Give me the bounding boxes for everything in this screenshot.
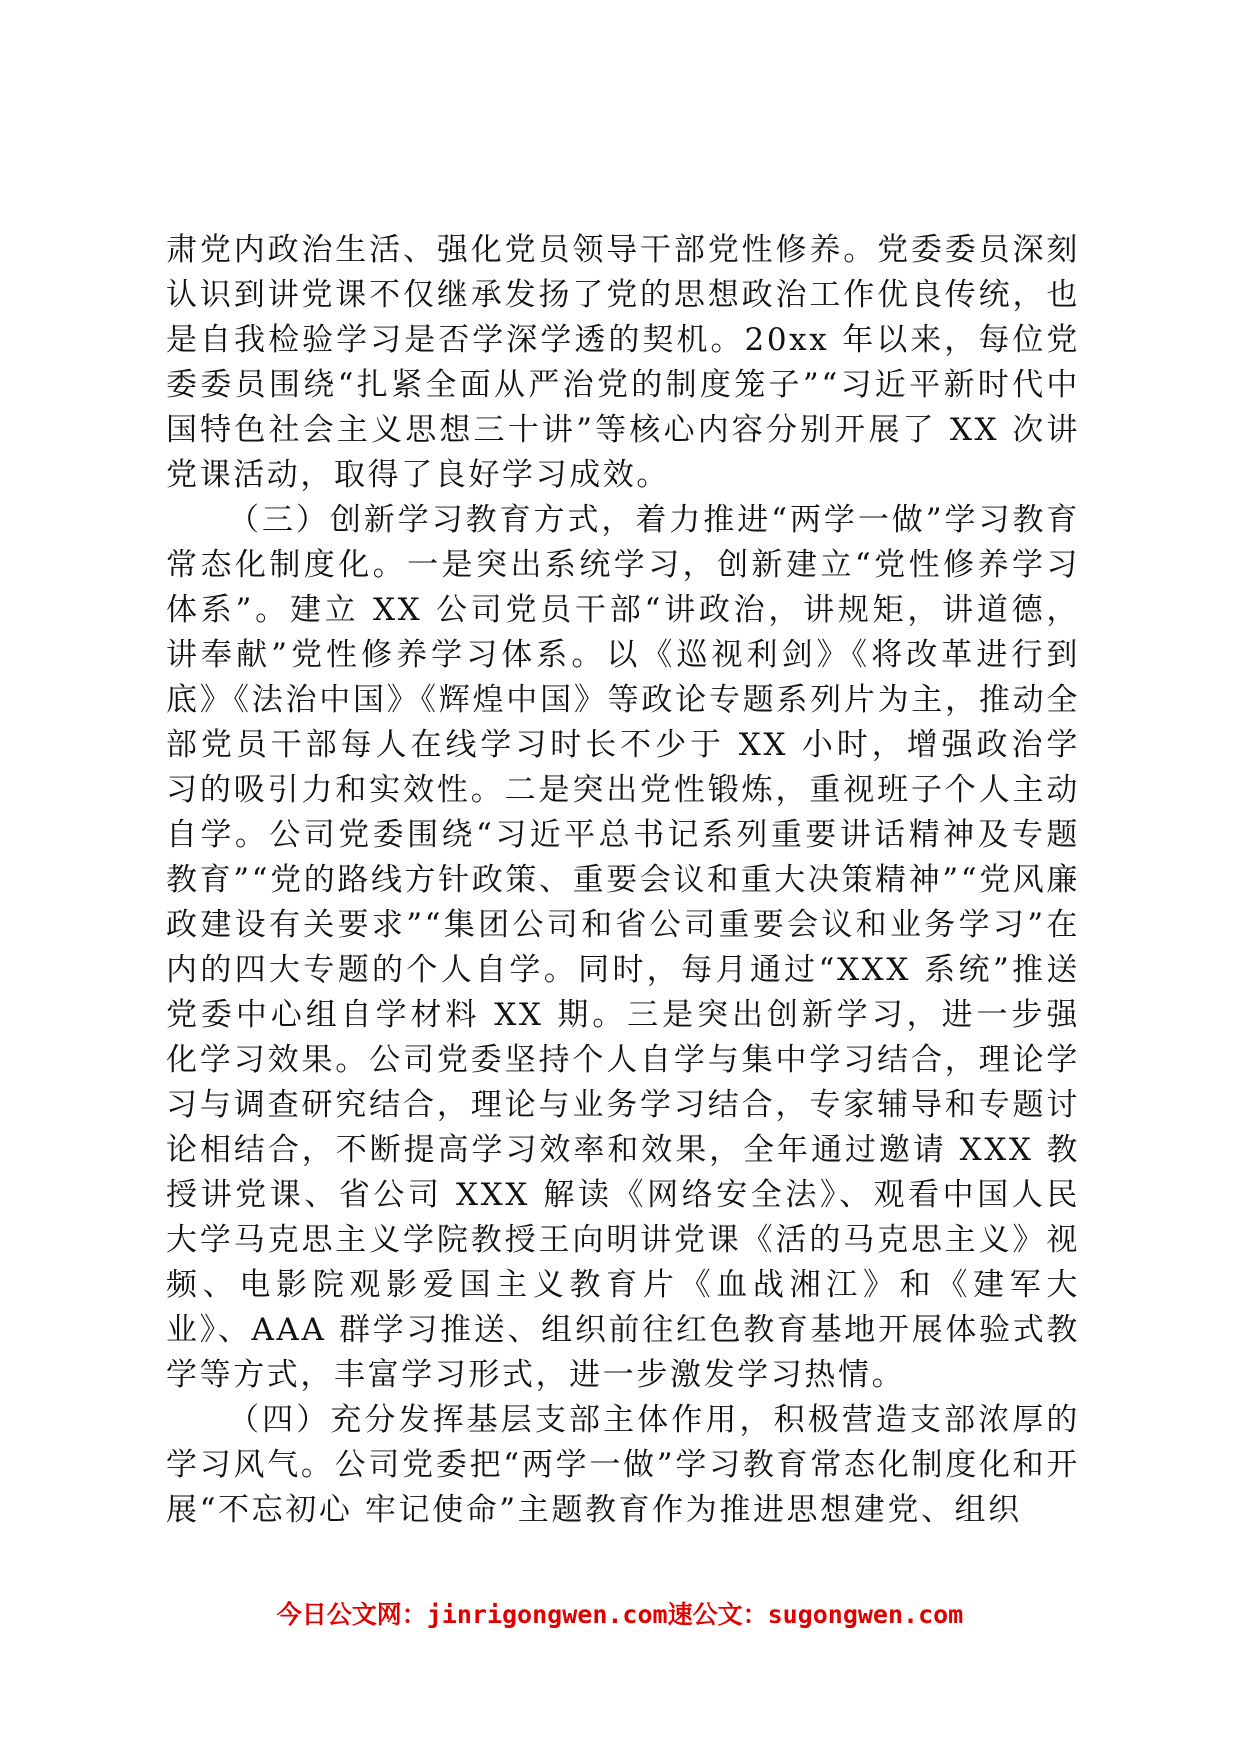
paragraph-3: （四）充分发挥基层支部主体作用，积极营造支部浓厚的学习风气。公司党委把“两学一做”学习教育常态化制度化和开展“不忘初心 牢记使命”主题教育作为推进思想建党、组织 — [166, 1402, 1080, 1528]
paragraph-1: 肃党内政治生活、强化党员领导干部党性修养。党委委员深刻认识到讲党课不仅继承发扬了党的思想政治工作优良传统，也是自我检验学习是否学深学透的契机。20xx 年以来，每位党委委员围绕“扎紧全面从严治党的制度笼子”“习近平新时代中国特色社会主义思想三十讲”等核心内容分别开展了 XX 次讲党课活动，取得了良好学习成效。 — [166, 232, 1080, 493]
paragraph-2: （三）创新学习教育方式，着力推进“两学一做”学习教育常态化制度化。一是突出系统学习，创新建立“党性修养学习体系”。建立 XX 公司党员干部“讲政治，讲规矩，讲道德，讲奉献”党性修养学习体系。以《巡视利剑》《将改革进行到底》《法治中国》《辉煌中国》等政论专题系列片为主，推动全部党员干部每人在线学习时长不少于 XX 小时，增强政治学习的吸引力和实效性。二是突出党性锻炼，重视班子个人主动自学。公司党委围绕“习近平总书记系列重要讲话精神及专题教育”“党的路线方针政策、重要会议和重大决策精神”“党风廉政建设有关要求”“集团公司和省公司重要会议和业务学习”在内的四大专题的个人自学。同时，每月通过“XXX 系统”推送党委中心组自学材料 XX 期。三是突出创新学习，进一步强化学习效果。公司党委坚持个人自学与集中学习结合，理论学习与调查研究结合，理论与业务学习结合，专家辅导和专题讨论相结合，不断提高学习效率和效果，全年通过邀请 XXX 教授讲党课、省公司 XXX 解读《网络安全法》、观看中国人民大学马克思主义学院教授王向明讲党课《活的马克思主义》视频、电影院观影爱国主义教育片《血战湘江》和《建军大业》、AAA 群学习推送、组织前往红色教育基地开展体验式教学等方式，丰富学习形式，进一步激发学习热情。 — [166, 502, 1080, 1393]
footer-watermark: 今日公文网：jinrigongwen.com速公文：sugongwen.com — [276, 1600, 964, 1629]
document-body — [166, 228, 1080, 1533]
